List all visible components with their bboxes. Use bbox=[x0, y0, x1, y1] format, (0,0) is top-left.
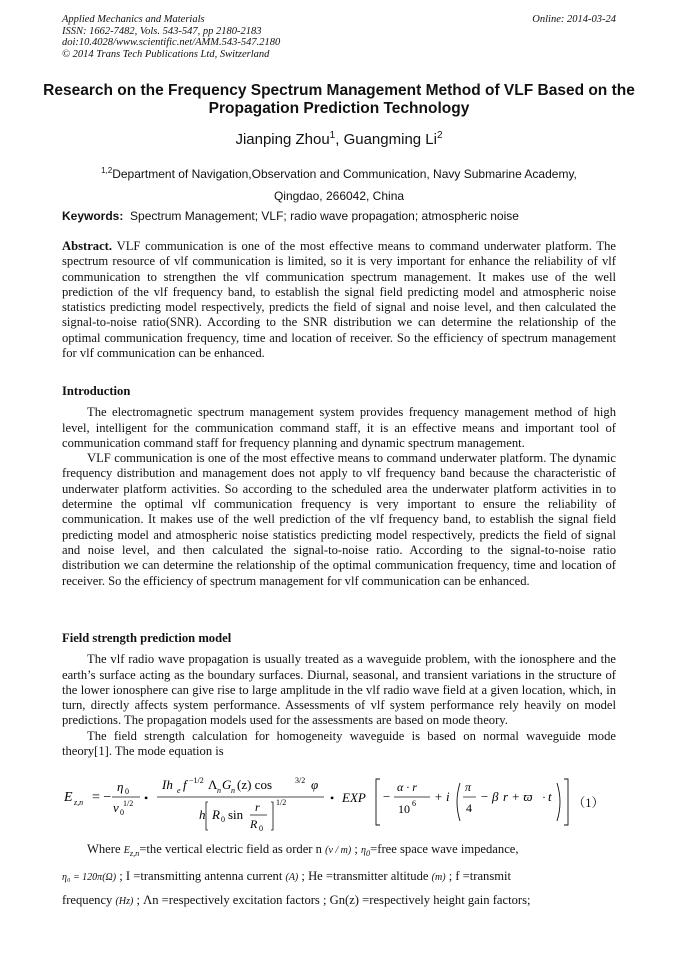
introduction-paragraph-2: VLF communication is one of the most effective means to command underwater platform. The dynamic frequency distribution and management does not apply to vlf frequency band because the characteristic of underwater platform activities. So according to the scheduled area the underwater platform activities in to determine the optimal vlf communication frequency is very important to ensure the reliability of communication. It makes use of the well prediction of the vlf frequency band, to establish the signal field predicting model and atmospheric noise statistics predicting model respectively, predicts the field of signal and noise level, and then calculated the signal-to-noise ratio. According to the signal-to-noise ratio distribution we can determine the relationship of the optimal communication frequency, time and location of receiver. So the efficiency of spectrum management for vlf communication can be enhanced. bbox=[62, 451, 616, 588]
paper-title: Research on the Frequency Spectrum Management Method of VLF Based on the Propagation Prediction Technology bbox=[43, 82, 635, 117]
eq-numer-f: f bbox=[183, 777, 187, 792]
where-unit-vm: (v / m) bbox=[325, 845, 352, 856]
field-model-heading: Field strength prediction model bbox=[62, 631, 232, 645]
where-eta-def: =free space wave impedance, bbox=[370, 842, 519, 856]
where-unit-a: (A) bbox=[285, 872, 299, 883]
eq-pi: π bbox=[465, 780, 472, 794]
eq-sin: sin bbox=[228, 807, 244, 822]
where-freq-def: ; f =transmit bbox=[448, 869, 512, 883]
introduction-paragraph-1: The electromagnetic spectrum management system provides frequency management method of high level, intelligent for the communication command staff, it is an effective means and important tool of communication command staff for frequency planning and dynamic spectrum management. bbox=[62, 405, 616, 450]
eq-denom-exp: 1/2 bbox=[276, 798, 287, 807]
eq-r0-sub: 0 bbox=[221, 815, 225, 824]
symbol-definitions bbox=[62, 838, 616, 913]
where-unit-hz: (Hz) bbox=[115, 896, 134, 907]
field-model-section bbox=[62, 631, 616, 759]
eq-lambda: Λ bbox=[208, 777, 218, 792]
eq-nu-sub: 0 bbox=[120, 808, 124, 817]
eq-eta: η bbox=[117, 779, 124, 794]
eq-exp-label: EXP bbox=[342, 790, 366, 805]
issn-line: ISSN: 1662-7482, Vols. 543-547, pp 2180-2183 bbox=[62, 25, 262, 37]
eq-exp-bracket-left bbox=[376, 779, 380, 825]
eq-bracket-left bbox=[206, 802, 208, 830]
introduction-section bbox=[62, 384, 616, 589]
eq-r-tail: r + ϖ bbox=[503, 789, 533, 804]
eq-dot: · bbox=[542, 790, 546, 804]
eq-phi: φ bbox=[311, 777, 319, 792]
eq-denom-r0: R bbox=[212, 807, 220, 822]
eq-ten-exp: 6 bbox=[412, 799, 416, 808]
eq-lhs-sub: z,n bbox=[74, 798, 84, 807]
abstract bbox=[62, 239, 616, 361]
eq-lambda-sub: n bbox=[217, 786, 221, 795]
eq-ten: 10 bbox=[398, 802, 410, 816]
eq-exp-bracket-right bbox=[564, 779, 568, 825]
equation-number: （1） bbox=[572, 796, 604, 810]
affiliation-line-1: Department of Navigation,Observation and Communication, Navy Submarine Academy, bbox=[112, 167, 577, 181]
field-model-paragraph-1: The vlf radio wave propagation is usually treated as a waveguide problem, with the ionosphere and the earth’s surface acting as the boundary surfaces. Diurnal, seasonal, and transient variations in the structure of the lower ionosphere can give rise to large amplitude in the vlf radio wave field at a given location, which, in turn, directly affects system performance. Assessments of vlf system performance rely heavily on model predictions. The propagation models used for the assessments are based on mode theory. bbox=[62, 652, 616, 728]
eq-alpha-r: α · r bbox=[397, 780, 417, 794]
where-ezn-symbol: $E_{z,n}$ bbox=[123, 845, 140, 858]
eq-bullet-1: • bbox=[144, 791, 149, 805]
where-altitude-def: ; He =transmitter altitude bbox=[301, 869, 429, 883]
where-unit-m: (m) bbox=[431, 872, 446, 883]
eq-plus-i: + i bbox=[434, 789, 450, 804]
doi-line[interactable]: doi:10.4028/www.scientific.net/AMM.543-547.2180 bbox=[62, 37, 281, 48]
introduction-heading: Introduction bbox=[62, 384, 131, 398]
where-factors-def: ; Λn =respectively excitation factors ; Gn(z) =respectively height gain factors; bbox=[136, 893, 531, 907]
eq-gn-sub: n bbox=[231, 786, 235, 795]
eq-eta-sub: 0 bbox=[125, 787, 129, 796]
where-semicolon: ; bbox=[354, 842, 358, 856]
eq-r-denom-sub: 0 bbox=[259, 824, 263, 833]
eq-paren-left bbox=[457, 783, 460, 821]
running-header bbox=[62, 14, 616, 60]
author-1-sup: 1 bbox=[329, 130, 336, 141]
where-eta-symbol: $\eta_0$ bbox=[361, 845, 371, 858]
eq-lhs: E bbox=[64, 790, 73, 805]
keywords-label: Keywords: bbox=[62, 209, 124, 223]
journal-name: Applied Mechanics and Materials bbox=[62, 14, 205, 25]
author-1: Jianping Zhou bbox=[235, 131, 330, 148]
keywords-text: Spectrum Management; VLF; radio wave propagation; atmospheric noise bbox=[130, 209, 519, 223]
eq-beta: − β bbox=[480, 789, 499, 804]
where-ezn-def: =the vertical electric field as order n bbox=[139, 842, 322, 856]
abstract-text: VLF communication is one of the most effective means to command underwater platform. The spectrum resource of vlf communication is limited, so it is very important for enhance the reliability of vlf communication to strengthen the vlf communication spectrum management. It makes use of the well prediction of the vlf frequency band, to establish the signal field predicting model and atmospheric noise statistics predicting model respectively, predicts the field of signal and noise level, and then calculated the signal-to-noise ratio(SNR). According to the SNR distribution we can determine the relationship of the optimal communication frequency, time and location of receiver. So the efficiency of spectrum management for vlf communication can be enhanced. bbox=[62, 239, 617, 361]
author-2-sup: 2 bbox=[436, 130, 443, 141]
affiliation-line-2: Qingdao, 266042, China bbox=[273, 189, 405, 203]
keywords bbox=[62, 209, 616, 223]
where-eta-value: η₀ = 120π(Ω) bbox=[62, 872, 117, 883]
eq-gn: G bbox=[222, 777, 232, 792]
eq-equals: = − bbox=[92, 790, 112, 805]
eq-bullet-2: • bbox=[330, 791, 335, 805]
eq-nu: ν bbox=[113, 800, 119, 815]
eq-nu-exp: 1/2 bbox=[123, 799, 134, 808]
where-frequency-word: frequency bbox=[62, 893, 113, 907]
affiliation-sup: 1,2 bbox=[101, 166, 113, 175]
eq-t: t bbox=[548, 789, 552, 804]
eq-four: 4 bbox=[466, 801, 472, 815]
eq-cos-exp: 3/2 bbox=[295, 776, 306, 785]
eq-denom-h: h bbox=[199, 807, 206, 822]
eq-gn-arg: (z) cos bbox=[237, 777, 273, 792]
where-word: Where bbox=[87, 842, 121, 856]
author-line bbox=[0, 130, 678, 148]
affiliation bbox=[40, 160, 638, 207]
eq-minus: − bbox=[383, 789, 391, 804]
eq-numer-ih: Ih bbox=[162, 777, 173, 792]
eq-he-sub: e bbox=[177, 786, 181, 795]
eq-paren-right bbox=[557, 783, 560, 821]
equation-1 bbox=[62, 773, 616, 835]
where-current-def: ; I =transmitting antenna current bbox=[119, 869, 283, 883]
eq-r-denom: R bbox=[250, 817, 258, 831]
eq-bracket-right bbox=[271, 802, 273, 830]
author-2: Guangming Li bbox=[343, 131, 437, 148]
abstract-label: Abstract. bbox=[62, 239, 113, 253]
eq-r-numer: r bbox=[255, 800, 260, 814]
copyright-line: © 2014 Trans Tech Publications Ltd, Switzerland bbox=[62, 48, 270, 60]
eq-f-exp: −1/2 bbox=[189, 776, 204, 785]
author-sep: , bbox=[335, 131, 344, 148]
equation-graphic bbox=[62, 773, 616, 835]
online-date: Online: 2014-03-24 bbox=[532, 14, 616, 25]
field-model-paragraph-2: The field strength calculation for homogeneity waveguide is based on normal waveguide mode theory[1]. The mode equation is bbox=[62, 728, 616, 759]
